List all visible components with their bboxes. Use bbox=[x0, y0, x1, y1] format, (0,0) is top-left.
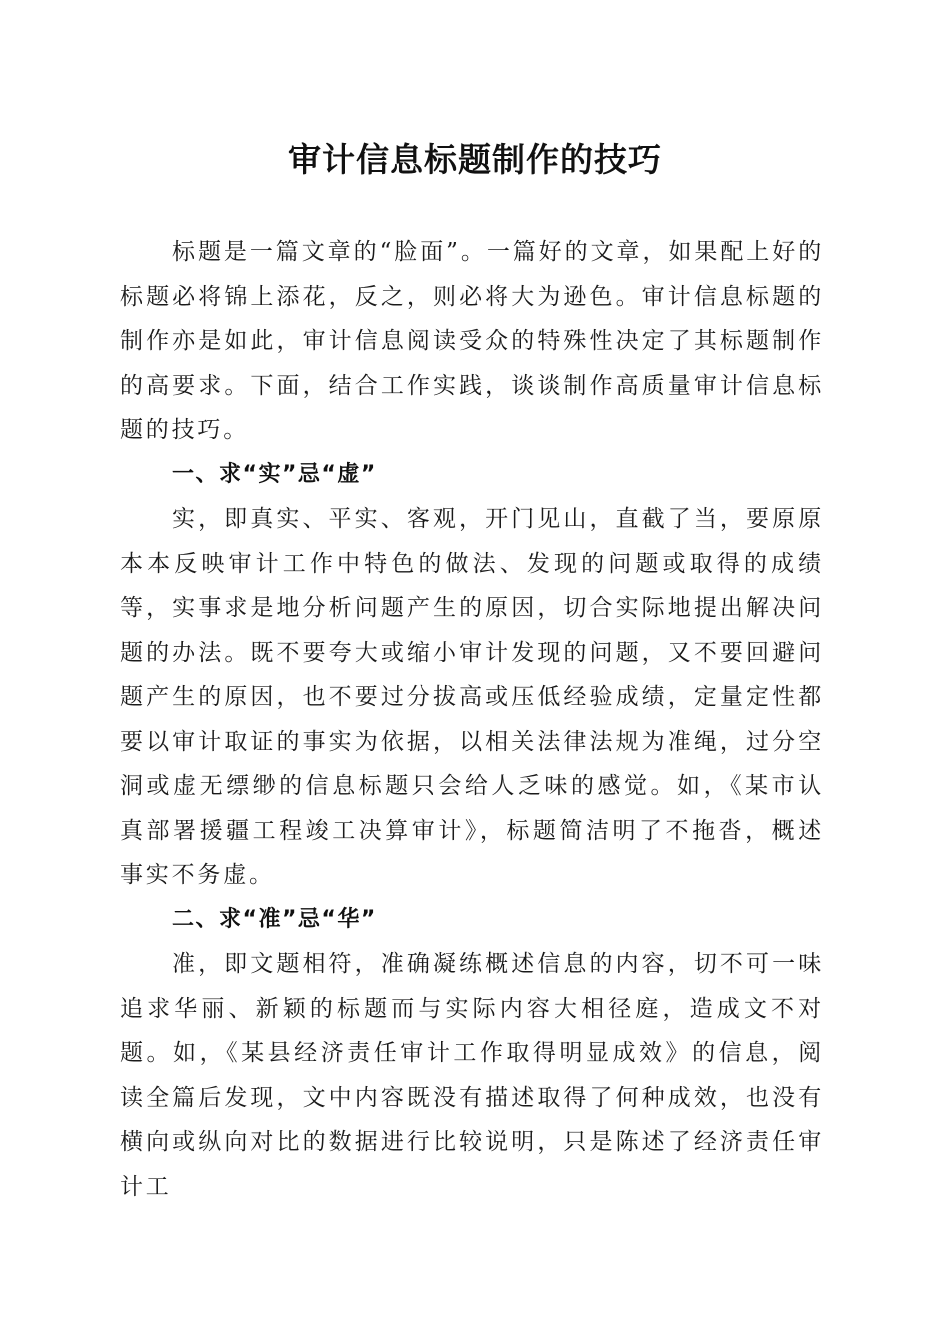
section-paragraph: 实，即真实、平实、客观，开门见山，直截了当，要原原本本反映审计工作中特色的做法、发现的问题或取得的成绩等，实事求是地分析问题产生的原因，切合实际地提出解决问题的办法。既不要夸大或缩小审计发现的问题，又不要回避问题产生的原因，也不要过分拔高或压低经验成绩，定量定性都要以审计取证的事实为依据，以相关法律法规为准绳，过分空洞或虚无缥缈的信息标题只会给人乏味的感觉。如，《某市认真部署援疆工程竣工决算审计》，标题简洁明了不拖沓，概述事实不务虚。 bbox=[120, 506, 824, 888]
section-paragraph: 准，即文题相符，准确凝练概述信息的内容，切不可一味追求华丽、新颖的标题而与实际内容大相径庭，造成文不对题。如，《某县经济责任审计工作取得明显成效》的信息，阅读全篇后发现，文中内容既没有描述取得了何种成效，也没有横向或纵向对比的数据进行比较说明，只是陈述了经济责任审计工 bbox=[120, 951, 824, 1200]
intro-paragraph: 标题是一篇文章的“脸面”。一篇好的文章，如果配上好的标题必将锦上添花，反之，则必将大为逊色。审计信息标题的制作亦是如此，审计信息阅读受众的特殊性决定了其标题制作的高要求。下面，结合工作实践，谈谈制作高质量审计信息标题的技巧。 bbox=[120, 239, 824, 443]
document-title: 审计信息标题制作的技巧 bbox=[288, 140, 662, 179]
section-heading: 一、求“实”忌“虚” bbox=[172, 461, 377, 487]
section-heading: 二、求“准”忌“华” bbox=[172, 906, 377, 932]
document-body bbox=[120, 230, 824, 1209]
